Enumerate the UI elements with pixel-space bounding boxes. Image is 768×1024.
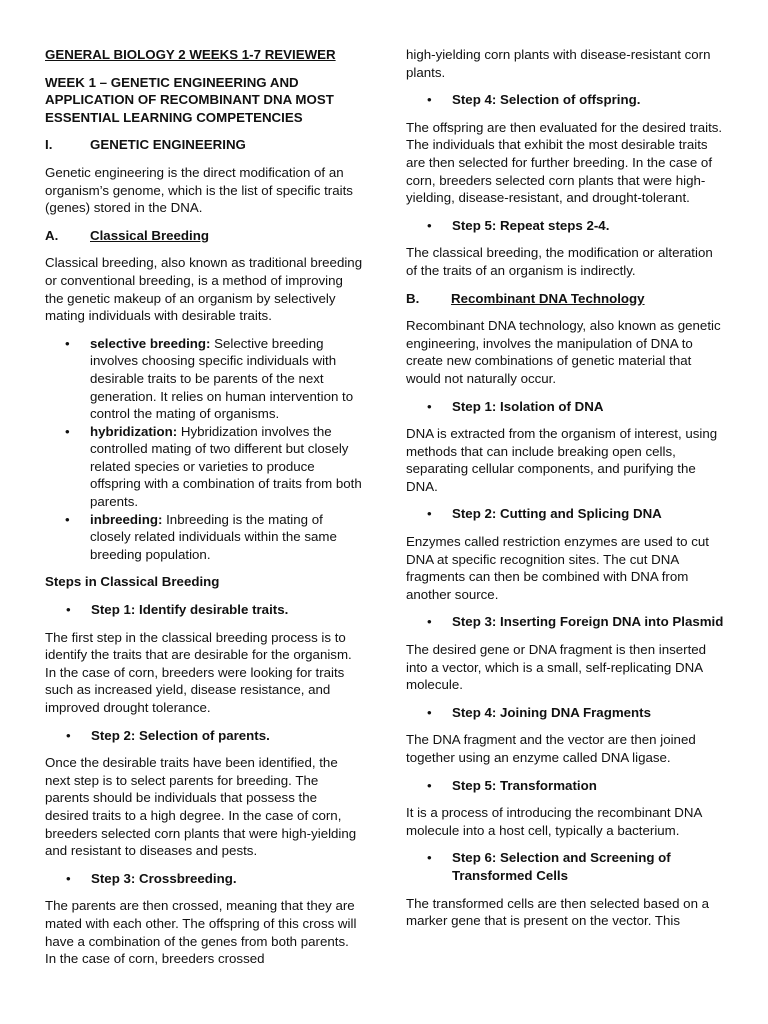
- step-heading: [406, 91, 724, 109]
- bullet-icon: •: [66, 727, 71, 743]
- subsection-number: B.: [406, 290, 420, 306]
- right-column: [406, 46, 724, 940]
- left-column: [45, 46, 363, 978]
- step-label: Step 3: Inserting Foreign DNA into Plasmid: [452, 614, 724, 630]
- bullet-icon: •: [65, 511, 70, 527]
- bullet-icon: •: [427, 398, 432, 414]
- genetic-engineering-definition: Genetic engineering is the direct modification of an organism’s genome, which is the list of specific traits (genes) stored in the DNA.: [45, 164, 353, 216]
- list-item: [45, 335, 363, 423]
- step-description: The desired gene or DNA fragment is then inserted into a vector, which is a small, self-replicating DNA molecule.: [406, 642, 707, 693]
- section-label: GENETIC ENGINEERING: [90, 137, 246, 153]
- classical-breeding-definition: Classical breeding, also known as traditional breeding or conventional breeding, is a method of improving the genetic makeup of an organism by selectively mating individuals with desirable traits.: [45, 255, 363, 324]
- step-description: The first step in the classical breeding process is to identify the traits that are desirable for the organism. In the case of corn, breeders were looking for traits such as increased yield, disease resistance, and improved drought tolerance.: [45, 629, 352, 715]
- step-description: Enzymes called restriction enzymes are used to cut DNA at specific recognition sites. The cut DNA fragments can then be combined with DNA from another source.: [406, 534, 710, 602]
- step-label: Step 4: Selection of offspring.: [452, 92, 641, 108]
- step-heading: [406, 505, 724, 523]
- step-description: The DNA fragment and the vector are then joined together using an enzyme called DNA ligase.: [406, 732, 696, 765]
- step-description: The offspring are then evaluated for the desired traits. The individuals that exhibit the most desirable traits are then selected for further breeding. In the case of corn, breeders selected corn plants that were high-yielding, disease-resistant, and drought-tolerant.: [406, 119, 723, 206]
- recombinant-dna-definition: Recombinant DNA technology, also known as genetic engineering, involves the manipulation of DNA to create new combinations of genetic material that would not naturally occur.: [406, 318, 721, 386]
- term-label: selective breeding:: [90, 335, 211, 351]
- list-item: [45, 511, 363, 564]
- week-title: WEEK 1 – GENETIC ENGINEERING AND APPLICATION OF RECOMBINANT DNA MOST ESSENTIAL LEARNING COMPETENCIES: [45, 74, 334, 125]
- bullet-icon: •: [65, 335, 70, 351]
- steps-heading: Steps in Classical Breeding: [45, 574, 220, 590]
- bullet-icon: •: [427, 777, 432, 793]
- section-number: I.: [45, 137, 53, 153]
- step-description: Once the desirable traits have been identified, the next step is to select parents for breeding. The parents should be individuals that possess the desired traits to a high degree. In the case of corn, breeders selected corn plants that were high-yielding and resistant to diseases and pests.: [45, 755, 357, 859]
- section-heading-genetic-engineering: [45, 136, 363, 154]
- bullet-icon: •: [427, 704, 432, 720]
- bullet-icon: •: [427, 850, 432, 866]
- step-heading: [45, 870, 363, 888]
- bullet-icon: •: [427, 506, 432, 522]
- step-heading: [45, 727, 363, 745]
- bullet-icon: •: [427, 217, 432, 233]
- step-heading: [406, 613, 724, 631]
- step-label: Step 5: Transformation: [452, 777, 597, 793]
- bullet-icon: •: [66, 870, 71, 886]
- bullet-icon: •: [427, 614, 432, 630]
- subsection-label: Recombinant DNA Technology: [451, 290, 645, 306]
- step-heading: [406, 217, 724, 235]
- subsection-heading-recombinant-dna: [406, 290, 724, 308]
- continued-text: high-yielding corn plants with disease-resistant corn plants.: [406, 47, 711, 80]
- step-description: The transformed cells are then selected based on a marker gene that is present on the vector. This: [406, 895, 710, 929]
- document-title: GENERAL BIOLOGY 2 WEEKS 1-7 REVIEWER: [45, 47, 336, 62]
- bullet-icon: •: [66, 602, 71, 618]
- subsection-number: A.: [45, 227, 59, 243]
- breeding-terms-list: [45, 335, 363, 564]
- step-label: Step 3: Crossbreeding.: [91, 870, 237, 886]
- term-label: inbreeding:: [90, 511, 163, 527]
- step-description: It is a process of introducing the recombinant DNA molecule into a host cell, typically a bacterium.: [406, 805, 702, 838]
- step-description: The classical breeding, the modification or alteration of the traits of an organism is indirectly.: [406, 245, 713, 278]
- step-label: Step 1: Identify desirable traits.: [91, 602, 289, 618]
- step-description: DNA is extracted from the organism of interest, using methods that can include breaking open cells, separating cellular components, and purifying the DNA.: [406, 426, 718, 494]
- subsection-label: Classical Breeding: [90, 227, 209, 243]
- step-description: The parents are then crossed, meaning that they are mated with each other. The offspring of this cross will have a combination of the genes from both parents. In the case of corn, breeders crossed: [45, 898, 357, 967]
- step-heading: [406, 398, 724, 416]
- term-label: hybridization:: [90, 423, 178, 439]
- step-label: Step 2: Cutting and Splicing DNA: [452, 506, 662, 522]
- step-heading: [406, 849, 724, 884]
- term-text: Selective breeding involves choosing specific individuals with desirable traits to be parents of the next generation. It relies on human intervention to control the mating of organisms.: [90, 335, 354, 422]
- step-heading: [406, 704, 724, 722]
- step-label: Step 4: Joining DNA Fragments: [452, 704, 651, 720]
- step-label: Step 1: Isolation of DNA: [452, 398, 604, 414]
- step-label: Step 5: Repeat steps 2-4.: [452, 217, 610, 233]
- step-heading: [45, 601, 363, 619]
- step-label: Step 2: Selection of parents.: [91, 727, 270, 743]
- term-text: Hybridization involves the controlled mating of two different but closely related species or varieties to produce offspring with a combination of traits from both parents.: [90, 423, 362, 510]
- list-item: [45, 423, 363, 511]
- step-heading: [406, 777, 724, 795]
- subsection-heading-classical-breeding: [45, 227, 363, 245]
- term-text: Inbreeding is the mating of closely related individuals within the same breeding population.: [90, 511, 337, 562]
- bullet-icon: •: [65, 423, 70, 439]
- step-label: Step 6: Selection and Screening of Transformed Cells: [452, 850, 671, 883]
- bullet-icon: •: [427, 92, 432, 108]
